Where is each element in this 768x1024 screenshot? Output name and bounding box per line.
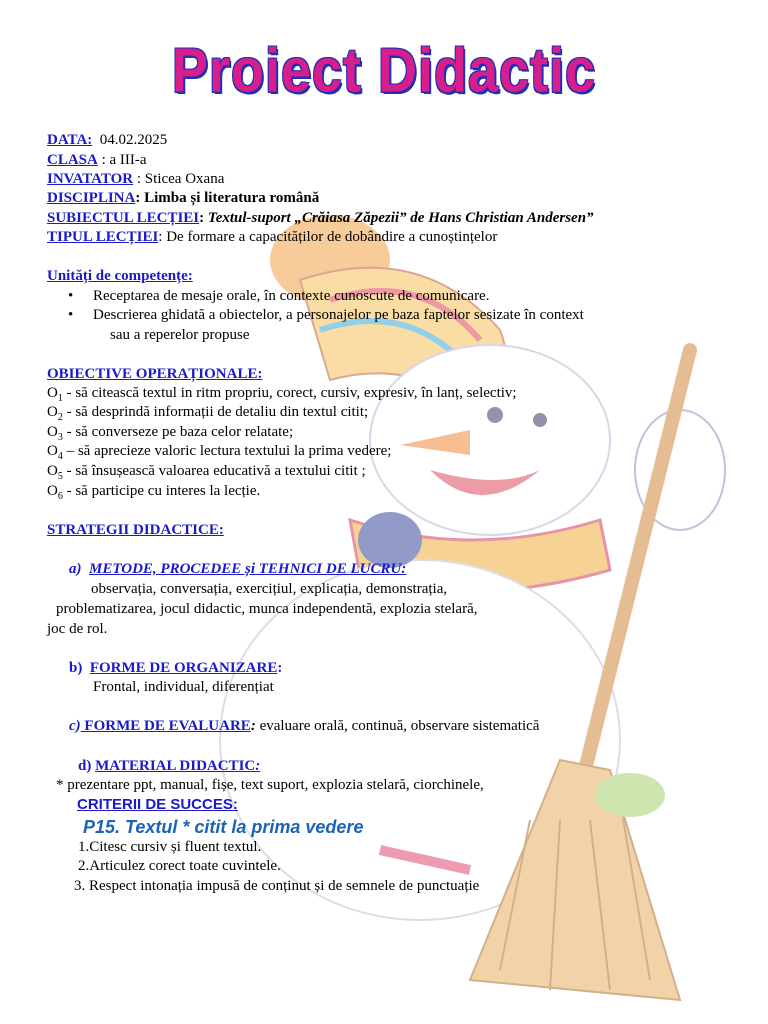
tipul-value: : De formare a capacităților de dobândire a cunoștințelor	[158, 229, 498, 245]
metode-text-line: problematizarea, jocul didactic, munca independentă, explozia stelară,	[56, 601, 478, 617]
strategii-heading: STRATEGII DIDACTICE:	[47, 522, 224, 538]
objective-item: $O_4$ – să aprecieze valoric lectura textului la prima vedere;	[47, 443, 392, 462]
criterii-item: 1.Citesc cursiv și fluent textul.	[78, 839, 262, 855]
criterii-item: 2.Articulez corect toate cuvintele.	[78, 858, 281, 874]
clasa-label: CLASA	[47, 152, 98, 168]
organizare-text: Frontal, individual, diferențiat	[93, 679, 274, 695]
objective-item: $O_2$ - să desprindă informații de detaliu din textul citit;	[47, 404, 369, 423]
evaluare-row: c) FORME DE EVALUARE: evaluare orală, continuă, observare sistematică	[69, 718, 540, 734]
list-item: • Descrierea ghidată a obiectelor, a personajelor pe baza faptelor sesizate în context	[68, 307, 584, 323]
page-title: Proiect Didactic	[171, 36, 597, 106]
objective-item: $O_6$ - să participe cu interes la lecție.	[47, 483, 261, 502]
list-item: • Receptarea de mesaje orale, în contexte cunoscute de comunicare.	[68, 288, 490, 304]
clasa-value: : a III-a	[101, 152, 147, 168]
invatator-label: INVATATOR	[47, 171, 134, 187]
bullet-icon: •	[68, 307, 74, 323]
disciplina-value: : Limba și literatura română	[135, 190, 320, 206]
data-row	[47, 131, 167, 150]
clasa-row	[47, 151, 147, 170]
metode-text-line: observația, conversația, exercițiul, explicația, demonstrația,	[91, 581, 448, 597]
material-heading: d) MATERIAL DIDACTIC:	[78, 758, 261, 774]
criterii-subtitle: P15. Textul * citit la prima vedere	[83, 817, 364, 837]
invatator-value: : Sticea Oxana	[136, 171, 225, 187]
metode-heading: a) METODE, PROCEDEE și TEHNICI DE LUCRU:	[69, 561, 407, 577]
organizare-heading: b) FORME DE ORGANIZARE:	[69, 660, 283, 676]
bullet-icon: •	[68, 288, 74, 304]
criterii-heading: CRITERII DE SUCCES:	[77, 796, 238, 813]
invatator-row	[47, 170, 224, 189]
tipul-label: TIPUL LECȚIEI	[47, 229, 159, 245]
objective-item: $O_3$ - să converseze pe baza celor relatate;	[47, 424, 294, 443]
disciplina-row	[47, 189, 319, 208]
subiectul-label: SUBIECTUL LECȚIEI	[47, 210, 200, 226]
tipul-row	[47, 228, 497, 247]
data-value: 04.02.2025	[99, 132, 168, 148]
metode-text-line: joc de rol.	[47, 621, 108, 637]
material-text: * prezentare ppt, manual, fișe, text suport, explozia stelară, ciorchinele,	[56, 777, 484, 793]
disciplina-label: DISCIPLINA	[47, 190, 136, 206]
objective-item: $O_5$ - să însușească valoarea educativă a textului citit ;	[47, 463, 366, 482]
subiectul-value: Textul-suport „Crăiasa Zăpezii” de Hans Christian Andersen”	[207, 210, 594, 226]
obiective-heading: OBIECTIVE OPERAȚIONALE:	[47, 366, 263, 382]
objective-item: $O_1$ - să citească textul in ritm propriu, corect, cursiv, expresiv, în lanț, selectiv;	[47, 385, 517, 404]
criterii-item: 3. Respect intonația impusă de conținut și de semnele de punctuație	[74, 878, 480, 894]
subiectul-row: SUBIECTUL LECȚIEI: Textul-suport „Crăiasa Zăpezii” de Hans Christian Andersen”	[47, 210, 594, 226]
data-label: DATA:	[47, 132, 93, 148]
list-item-continuation: sau a reperelor propuse	[110, 327, 250, 343]
competente-heading: Unități de competențe:	[47, 268, 193, 284]
